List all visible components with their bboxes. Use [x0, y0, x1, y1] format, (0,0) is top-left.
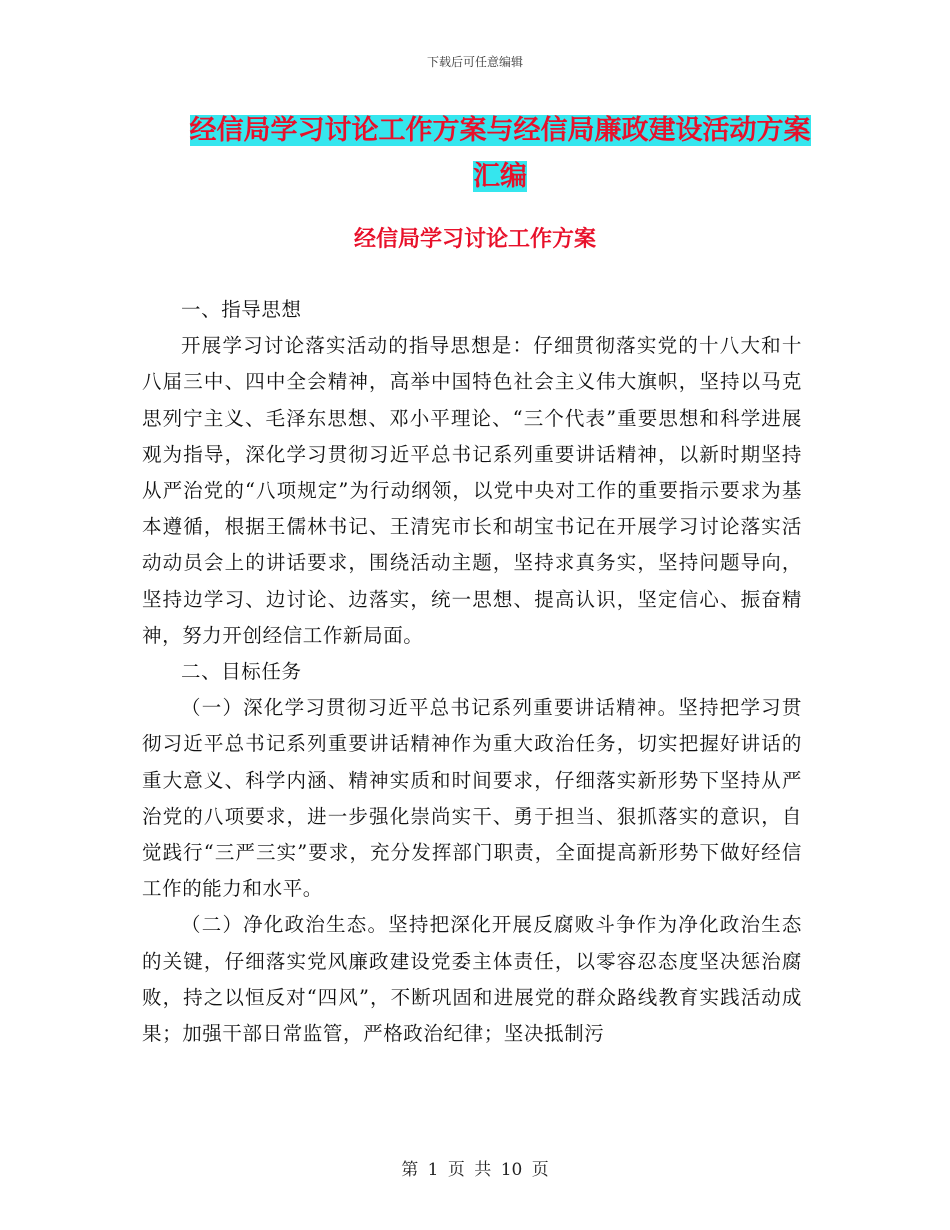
heading-goals-tasks: 二、目标任务: [181, 660, 302, 684]
document-main-title: [140, 108, 860, 200]
paragraph-guiding-ideology: 开展学习讨论落实活动的指导思想是：仔细贯彻落实党的十八大和十八届三中、四中全会精神，高举中国特色社会主义伟大旗帜，坚持以马克思列宁主义、毛泽东思想、邓小平理论、“三个代表”重要思想和科学进展观为指导，深化学习贯彻习近平总书记系列重要讲话精神，以新时期坚持从严治党的“八项规定”为行动纲领，以党中央对工作的重要指示要求为基本遵循，根据王儒林书记、王清宪市长和胡宝书记在开展学习讨论落实活动动员会上的讲话要求，围绕活动主题，坚持求真务实，坚持问题导向，坚持边学习、边讨论、边落实，统一思想、提高认识，坚定信心、振奋精神，努力开创经信工作新局面。: [142, 334, 802, 647]
header-note: 下载后可任意编辑: [426, 55, 523, 69]
main-title-line-2: 汇编: [473, 161, 527, 192]
heading-guiding-ideology: 一、指导思想: [181, 298, 302, 321]
paragraph-task-1: （一）深化学习贯彻习近平总书记系列重要讲话精神。坚持把学习贯彻习近平总书记系列重要讲话精神作为重大政治任务，切实把握好讲话的重大意义、科学内涵、精神实质和时间要求，仔细落实新形势下坚持从严治党的八项要求，进一步强化崇尚实干、勇于担当、狠抓落实的意识，自觉践行“三严三实”要求，充分发挥部门职责，全面提高新形势下做好经信工作的能力和水平。: [142, 696, 802, 901]
section-title: 经信局学习讨论工作方案: [353, 227, 596, 252]
document-body: [142, 292, 802, 1052]
paragraph-task-2: （二）净化政治生态。坚持把深化开展反腐败斗争作为净化政治生态的关键，仔细落实党风廉政建设党委主体责任，以零容忍态度坚决惩治腐败，持之以恒反对“四风”，不断巩固和进展党的群众路线教育实践活动成果；加强干部日常监管，严格政治纪律；坚决抵制污: [142, 913, 802, 1046]
main-title-line-1: 经信局学习讨论工作方案与经信局廉政建设活动方案: [189, 115, 811, 146]
page-number: 第 1 页 共 10 页: [401, 1160, 549, 1180]
